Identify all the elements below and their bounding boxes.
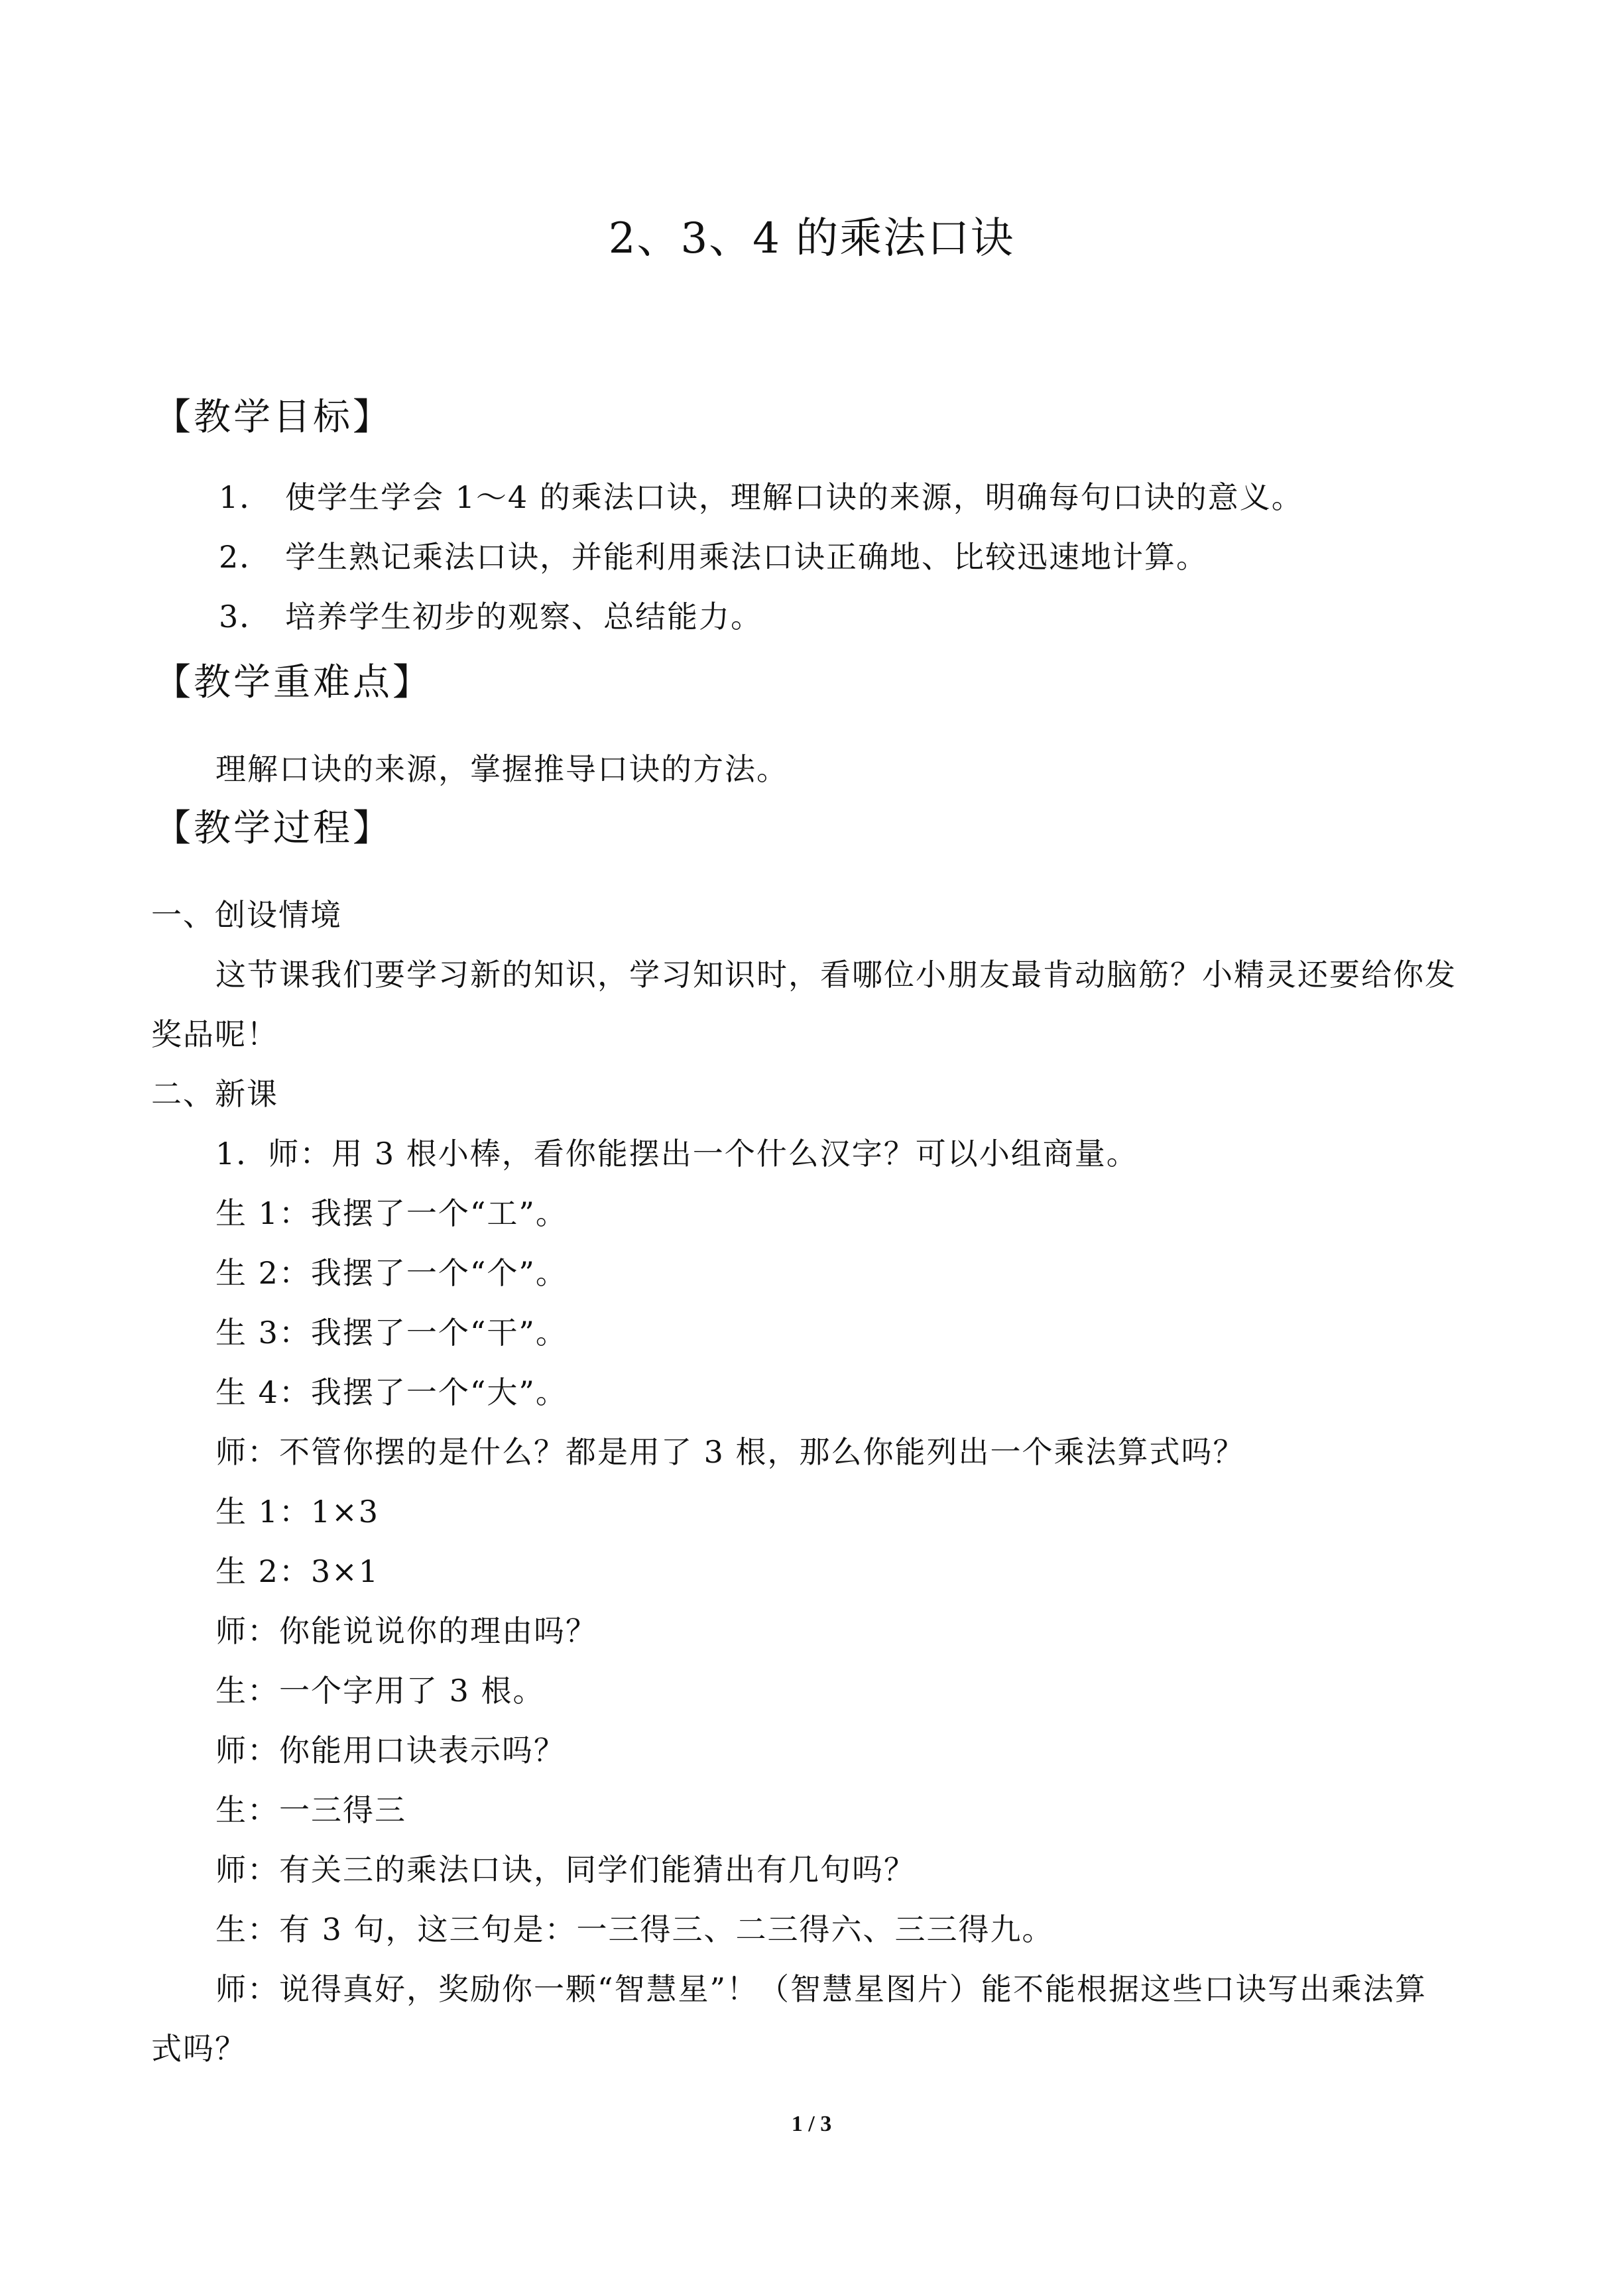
objective-number: 3． bbox=[219, 599, 272, 634]
section-heading-key-points: 【教学重难点】 bbox=[154, 661, 432, 704]
objective-item bbox=[219, 593, 762, 640]
dialogue-line: 生：一三得三 bbox=[215, 1792, 406, 1828]
dialogue-line: 生 4：我摆了一个“大”。 bbox=[215, 1374, 568, 1410]
objective-text: 使学生学会 1～4 的乘法口诀，理解口诀的来源，明确每句口诀的意义。 bbox=[285, 479, 1303, 515]
objective-text: 学生熟记乘法口诀，并能利用乘法口诀正确地、比较迅速地计算。 bbox=[285, 539, 1208, 575]
dialogue-line: 生 3：我摆了一个“干”。 bbox=[215, 1315, 568, 1351]
step-heading: 二、新课 bbox=[151, 1076, 278, 1112]
document-title: 2、3、4 的乘法口诀 bbox=[608, 214, 1015, 263]
page-number: 1 / 3 bbox=[791, 2112, 832, 2136]
objective-item bbox=[219, 534, 1208, 580]
paragraph-line: 奖品呢！ bbox=[151, 1016, 278, 1052]
objective-text: 培养学生初步的观察、总结能力。 bbox=[285, 599, 762, 634]
objective-number: 1． bbox=[219, 479, 272, 515]
dialogue-line: 师：不管你摆的是什么？都是用了 3 根，那么你能列出一个乘法算式吗？ bbox=[215, 1434, 1245, 1470]
dialogue-line: 式吗？ bbox=[151, 2031, 247, 2067]
dialogue-line: 师：你能用口诀表示吗？ bbox=[215, 1732, 566, 1768]
dialogue-line: 师：有关三的乘法口诀，同学们能猜出有几句吗？ bbox=[215, 1852, 916, 1888]
dialogue-line: 生：一个字用了 3 根。 bbox=[215, 1673, 545, 1709]
step-heading: 一、创设情境 bbox=[151, 897, 342, 933]
dialogue-line: 生 1：我摆了一个“工”。 bbox=[215, 1195, 568, 1231]
dialogue-line: 1．师：用 3 根小棒，看你能摆出一个什么汉字？可以小组商量。 bbox=[215, 1136, 1138, 1172]
dialogue-line: 生 1：1×3 bbox=[215, 1494, 379, 1530]
objective-number: 2． bbox=[219, 539, 272, 575]
paragraph-line: 这节课我们要学习新的知识，学习知识时，看哪位小朋友最肯动脑筋？小精灵还要给你发 bbox=[215, 957, 1457, 993]
dialogue-line: 生 2：我摆了一个“个”。 bbox=[215, 1255, 568, 1291]
section-heading-process: 【教学过程】 bbox=[154, 807, 392, 850]
dialogue-line: 生 2：3×1 bbox=[215, 1553, 379, 1589]
objective-item bbox=[219, 474, 1303, 520]
dialogue-line: 师：说得真好，奖励你一颗“智慧星”！（智慧星图片）能不能根据这些口诀写出乘法算 bbox=[215, 1971, 1427, 2007]
dialogue-line: 生：有 3 句，这三句是：一三得三、二三得六、三三得九。 bbox=[215, 1911, 1054, 1947]
section-heading-objectives: 【教学目标】 bbox=[154, 396, 392, 439]
key-points-text: 理解口诀的来源，掌握推导口诀的方法。 bbox=[215, 751, 788, 787]
dialogue-line: 师：你能说说你的理由吗？ bbox=[215, 1613, 597, 1649]
